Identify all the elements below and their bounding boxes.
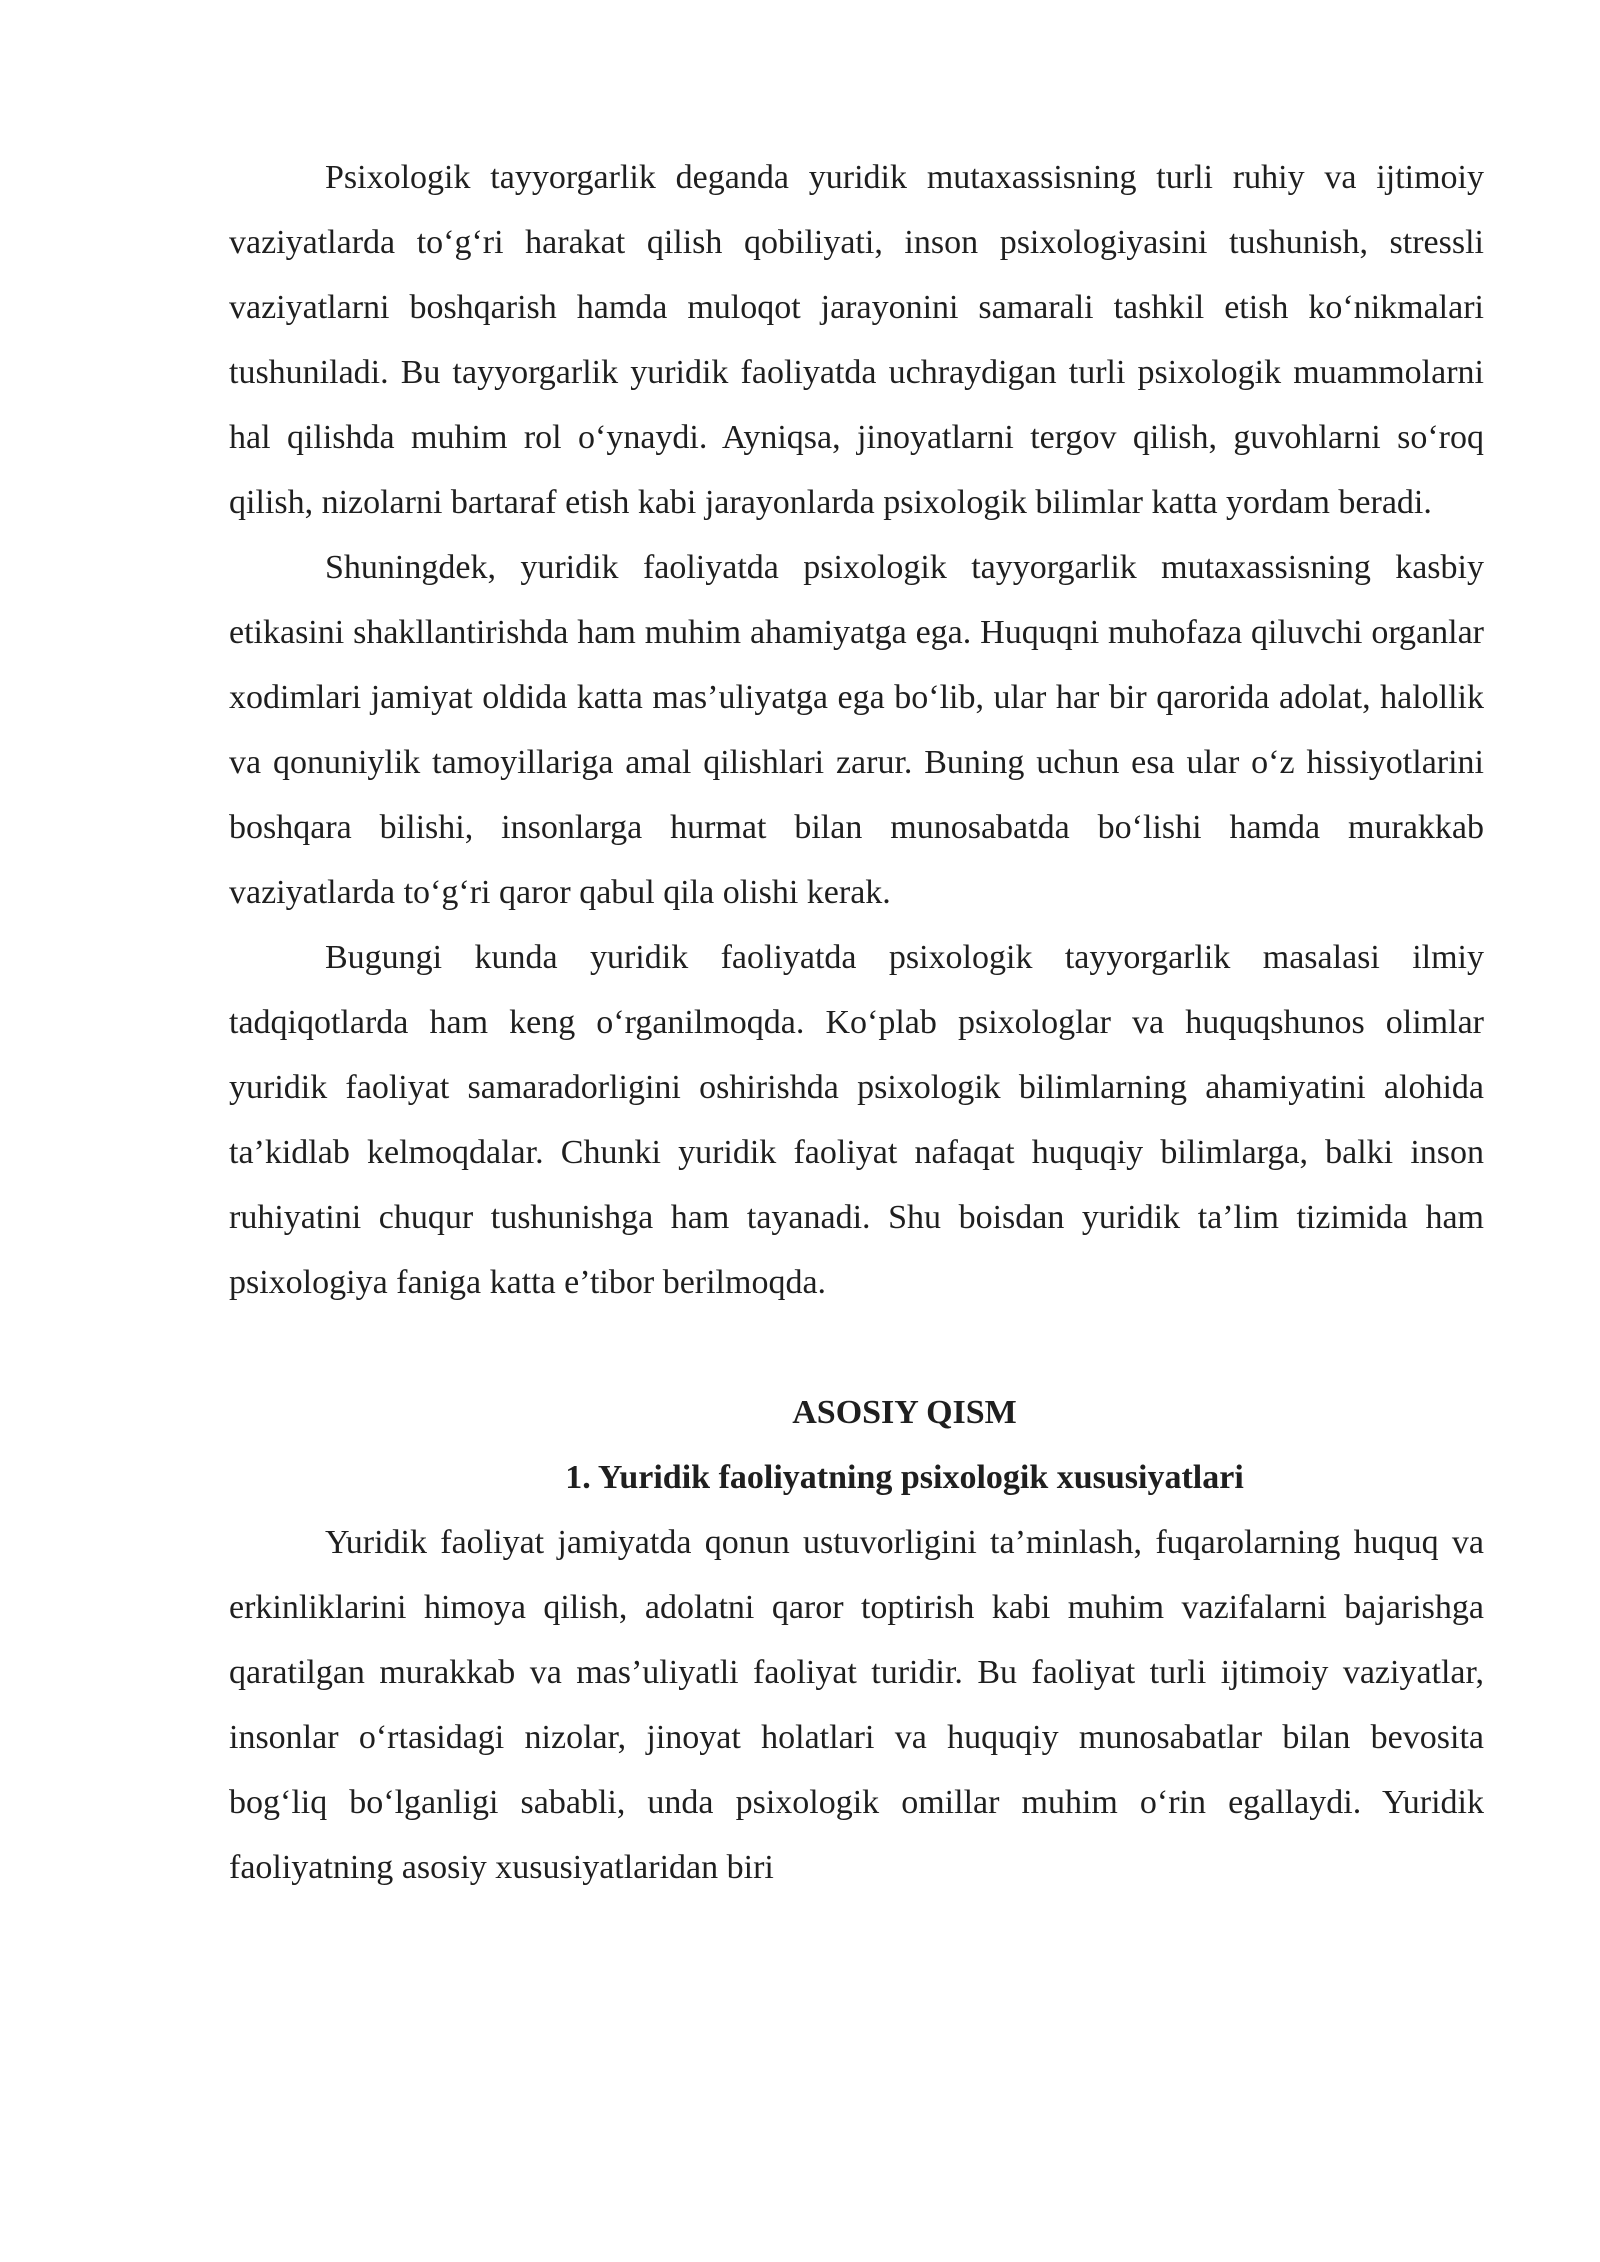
paragraph-intro-3: Bugungi kunda yuridik faoliyatda psixologik tayyorgarlik masalasi ilmiy tadqiqotlarda ham keng o‘rganilmoqda. Ko‘plab psixologlar va huquqshunos olimlar yuridik faoliyat samaradorligini oshirishda psixologik bilimlarning ahamiyatini alohida ta’kidlab kelmoqdalar. Chunki yuridik faoliyat nafaqat huquqiy bilimlarga, balki inson ruhiyatini chuqur tushunishga ham tayanadi. Shu boisdan yuridik ta’lim tizimida ham psixologiya faniga katta e’tibor berilmoqda. — [229, 939, 1484, 1301]
subsection-heading: 1. Yuridik faoliyatning psixologik xususiyatlari — [565, 1459, 1244, 1496]
section-spacer — [229, 1315, 1484, 1380]
section-heading: ASOSIY QISM — [792, 1394, 1017, 1431]
paragraph-main: Yuridik faoliyat jamiyatda qonun ustuvorligini ta’minlash, fuqarolarning huquq va erkinliklarini himoya qilish, adolatni qaror toptirish kabi muhim vazifalarni bajarishga qaratilgan murakkab va mas’uliyatli faoliyat turidir. Bu faoliyat turli ijtimoiy vaziyatlar, insonlar o‘rtasidagi nizolar, jinoyat holatlari va huquqiy munosabatlar bilan bevosita bog‘liq bo‘lganligi sababli, unda psixologik omillar muhim o‘rin egallaydi. Yuridik faoliyatning asosiy xususiyatlaridan biri — [229, 1524, 1484, 1886]
paragraph-intro-2: Shuningdek, yuridik faoliyatda psixologik tayyorgarlik mutaxassisning kasbiy etikasini shakllantirishda ham muhim ahamiyatga ega. Huquqni muhofaza qiluvchi organlar xodimlari jamiyat oldida katta mas’uliyatga ega bo‘lib, ular har bir qarorida adolat, halollik va qonuniylik tamoyillariga amal qilishlari zarur. Buning uchun esa ular o‘z hissiyotlarini boshqara bilishi, insonlarga hurmat bilan munosabatda bo‘lishi hamda murakkab vaziyatlarda to‘g‘ri qaror qabul qila olishi kerak. — [229, 549, 1484, 911]
paragraph-intro-1: Psixologik tayyorgarlik deganda yuridik mutaxassisning turli ruhiy va ijtimoiy vaziyatlarda to‘g‘ri harakat qilish qobiliyati, inson psixologiyasini tushunish, stressli vaziyatlarni boshqarish hamda muloqot jarayonini samarali tashkil etish ko‘nikmalari tushuniladi. Bu tayyorgarlik yuridik faoliyatda uchraydigan turli psixologik muammolarni hal qilishda muhim rol o‘ynaydi. Ayniqsa, jinoyatlarni tergov qilish, guvohlarni so‘roq qilish, nizolarni bartaraf etish kabi jarayonlarda psixologik bilimlar katta yordam beradi. — [229, 159, 1484, 521]
